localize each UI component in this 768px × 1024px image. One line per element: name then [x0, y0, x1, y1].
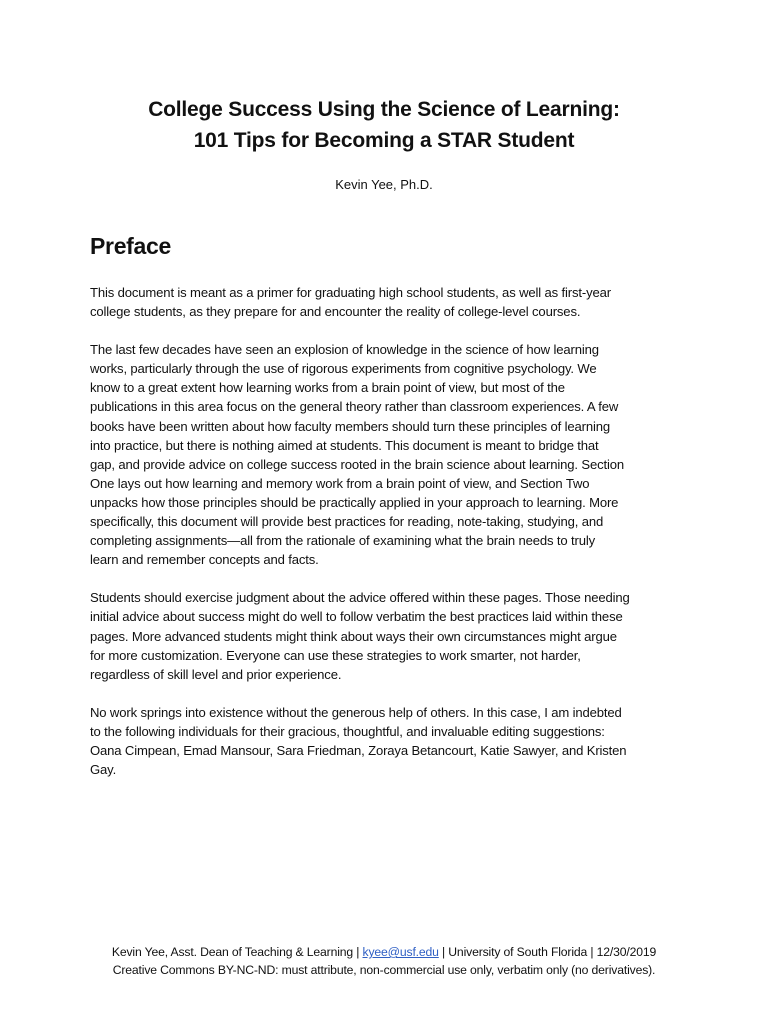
footer-license: Creative Commons BY-NC-ND: must attribute, non-commercial use only, verbatim only (no derivatives).	[112, 963, 656, 977]
footer-line-1	[40, 943, 728, 961]
paragraph-line: Students should exercise judgment about the advice offered within these pages. Those needing	[90, 590, 630, 606]
paragraph-line: Oana Cimpean, Emad Mansour, Sara Friedman, Zoraya Betancourt, Katie Sawyer, and Kristen	[90, 742, 627, 758]
paragraph-line: college students, as they prepare for and encounter the reality of college-level courses.	[90, 304, 581, 320]
author-name: Kevin Yee, Ph.D.	[335, 177, 433, 192]
paragraph-line: publications in this area focus on the general theory rather than classroom experiences. A few	[90, 399, 619, 415]
title-line-2: 101 Tips for Becoming a STAR Student	[193, 129, 575, 152]
paragraph-line: books have been written about how faculty members should turn these principles of learning	[90, 418, 611, 434]
paragraph-line: specifically, this document will provide best practices for reading, note-taking, studying, and	[90, 514, 604, 530]
footer-affiliation: | University of South Florida | 12/30/2019	[438, 945, 657, 959]
paragraph-line: know to a great extent how learning works from a brain point of view, but most of the	[90, 380, 565, 396]
paragraph-line: Gay.	[90, 762, 117, 778]
body-text	[90, 283, 690, 798]
body-paragraph	[90, 283, 690, 321]
paragraph-line: initial advice about success might do well to follow verbatim the best practices laid within these	[90, 609, 623, 625]
paragraph-line: regardless of skill level and prior experience.	[90, 666, 342, 682]
paragraph-line: gap, and provide advice on college success rooted in the brain science about learning. Section	[90, 456, 625, 472]
paragraph-line: into practice, but there is nothing aimed at students. This document is meant to bridge that	[90, 437, 599, 453]
paragraph-line: works, particularly through the use of rigorous experiments from cognitive psychology. We	[90, 361, 597, 377]
title-line-1: College Success Using the Science of Learning:	[148, 98, 620, 121]
document-title	[40, 94, 728, 156]
body-paragraph	[90, 340, 690, 569]
body-paragraph	[90, 703, 690, 779]
paragraph-line: The last few decades have seen an explosion of knowledge in the science of how learning	[90, 342, 599, 358]
paragraph-line: to the following individuals for their gracious, thoughtful, and invaluable editing suggestions:	[90, 723, 605, 739]
section-heading: Preface	[90, 233, 172, 259]
page-footer	[40, 943, 728, 979]
paragraph-line: completing assignments—all from the rationale of examining what the brain needs to truly	[90, 533, 596, 549]
body-paragraph	[90, 588, 690, 683]
paragraph-line: pages. More advanced students might think about ways their own circumstances might argue	[90, 628, 617, 644]
footer-credit: Kevin Yee, Asst. Dean of Teaching & Learning |	[111, 945, 363, 959]
paragraph-line: learn and remember concepts and facts.	[90, 552, 319, 568]
paragraph-line: unpacks how those principles should be practically applied in your approach to learning. More	[90, 494, 619, 510]
paragraph-line: One lays out how learning and memory work from a brain point of view, and Section Two	[90, 475, 590, 491]
paragraph-line: This document is meant as a primer for graduating high school students, as well as first-year	[90, 285, 611, 300]
paragraph-line: No work springs into existence without the generous help of others. In this case, I am indebted	[90, 704, 622, 720]
email-link[interactable]: kyee@usf.edu	[362, 945, 439, 959]
paragraph-line: for more customization. Everyone can use these strategies to work smarter, not harder,	[90, 647, 581, 663]
